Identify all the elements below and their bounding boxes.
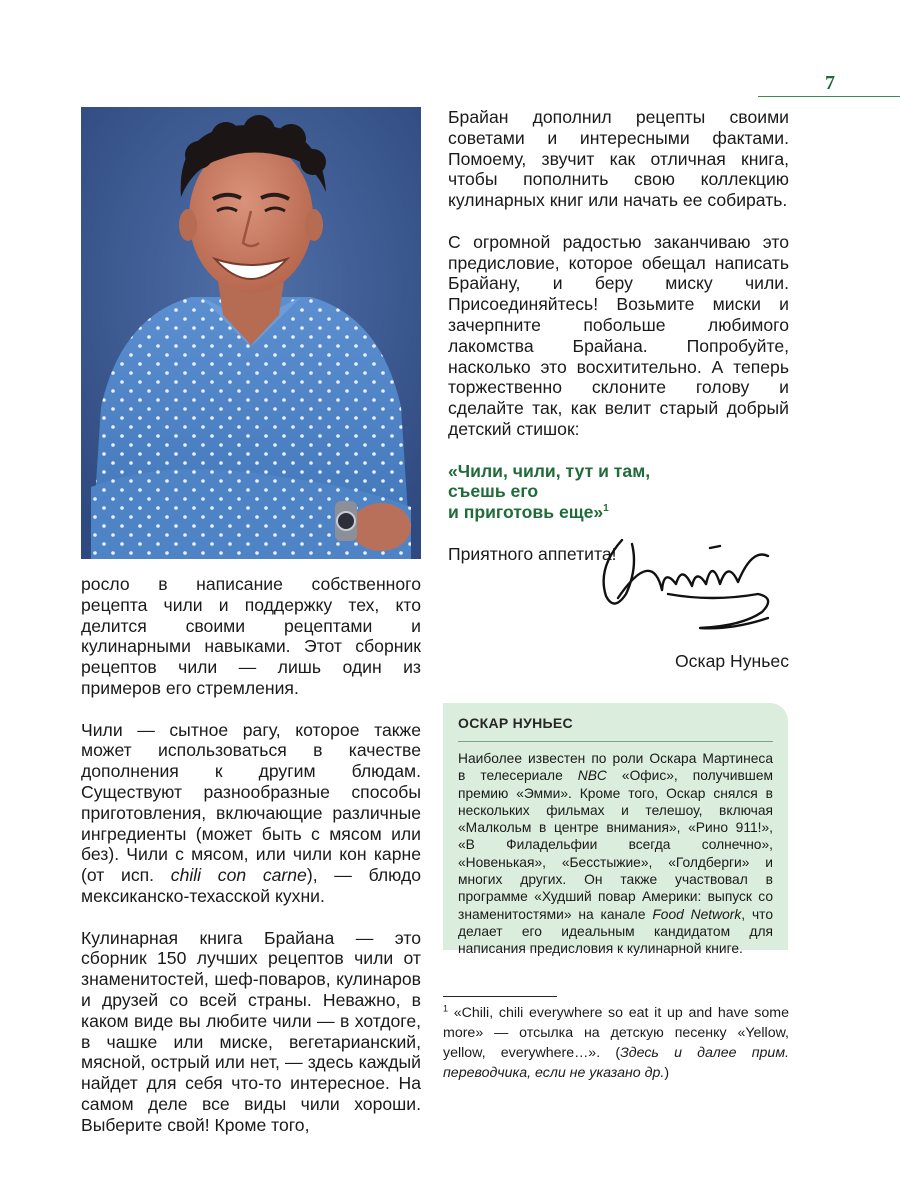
author-bio-box <box>443 703 788 957</box>
signature-name: Оскар Нуньес <box>675 651 789 671</box>
bio-text: Наиболее известен по роли Оскара Мартинеса в телесериале NBC «Офис», получившем премию «Эмми». Кроме того, Оскар снялся в нескольких фильмах и телешоу, включая «Малкольм в центре внимания», «Рино 911!», «В Филадельфии всегда солнечно», «Новенькая», «Бесстыжие», «Голдберги» и многих других. Он также участвовал в программе «Худший повар Америки: выпуск со знаменитостями» на канале Food Network, что делает его идеальным кандидатом для написания предисловия к кулинарной книге. <box>458 751 773 957</box>
paragraph: Брайан дополнил рецепты своими советами и интересными фактами. Помоему, звучит как отличная книга, чтобы пополнить свою коллекцию кулинарных книг или начать ее собирать. <box>448 107 789 211</box>
signature-image <box>592 528 782 638</box>
footnote-marker: 1 <box>603 503 609 515</box>
portrait-photo <box>81 107 421 559</box>
rhyme-line: «Чили, чили, тут и там, <box>448 460 651 481</box>
left-column <box>81 574 421 1156</box>
footnote-rule <box>443 996 557 997</box>
closing-line: Приятного аппетита! <box>448 543 617 564</box>
rhyme-line: и приготовь еще»$^1$ <box>448 502 609 523</box>
rhyme-line: съешь его <box>448 481 539 502</box>
bio-title: ОСКАР НУНЬЕС <box>458 715 573 731</box>
footnote: $^1$ «Chili, chili everywhere so eat it up and have some more» — отсылка на детскую песенку «Yellow, yellow, everywhere…». (Здесь и далее прим. переводчика, если не указано др.) <box>443 1003 789 1081</box>
right-column <box>448 107 789 585</box>
paragraph: росло в написание собственного рецепта чили и поддержку тех, кто делится своими рецептами и кулинарными навыками. Этот сборник рецептов чили — лишь один из примеров его стремления. <box>81 574 421 698</box>
page-number: 7 <box>825 72 835 94</box>
footnote-number: 1 <box>443 1003 449 1014</box>
paragraph: Чили — сытное рагу, которое также может использоваться в качестве дополнения к другим блюдам. Существуют разнообразные способы приготовления, включающие различные ингредиенты (может быть с мясом или без). Чили с мясом, или чили кон карне (от исп. chili con carne), — блюдо мексиканско-техасской кухни. <box>81 719 422 906</box>
paragraph: С огромной радостью заканчиваю это предисловие, которое обещал написать Брайану, и беру миску чили. Присоединяйтесь! Возьмите миски и зачерпните побольше любимого лакомства Брайана. Попробуйте, насколько это восхитительно. А теперь торжественно склоните голову и сделайте так, как велит старый добрый детский стишок: <box>448 231 789 439</box>
paragraph: Кулинарная книга Брайана — это сборник 150 лучших рецептов чили от знаменитостей, шеф-поваров, кулинаров и друзей со всей страны. Неважно, в каком виде вы любите чили — в хотдоге, в чашке или миске, вегетарианский, мясной, острый или нет, — здесь каждый найдет для себя что-то интересное. На самом деле все виды чили хороши. Выберите свой! Кроме того, <box>81 927 421 1135</box>
rhyme-quote <box>448 461 789 523</box>
bio-divider <box>458 741 773 742</box>
page-number-rule <box>758 96 900 97</box>
